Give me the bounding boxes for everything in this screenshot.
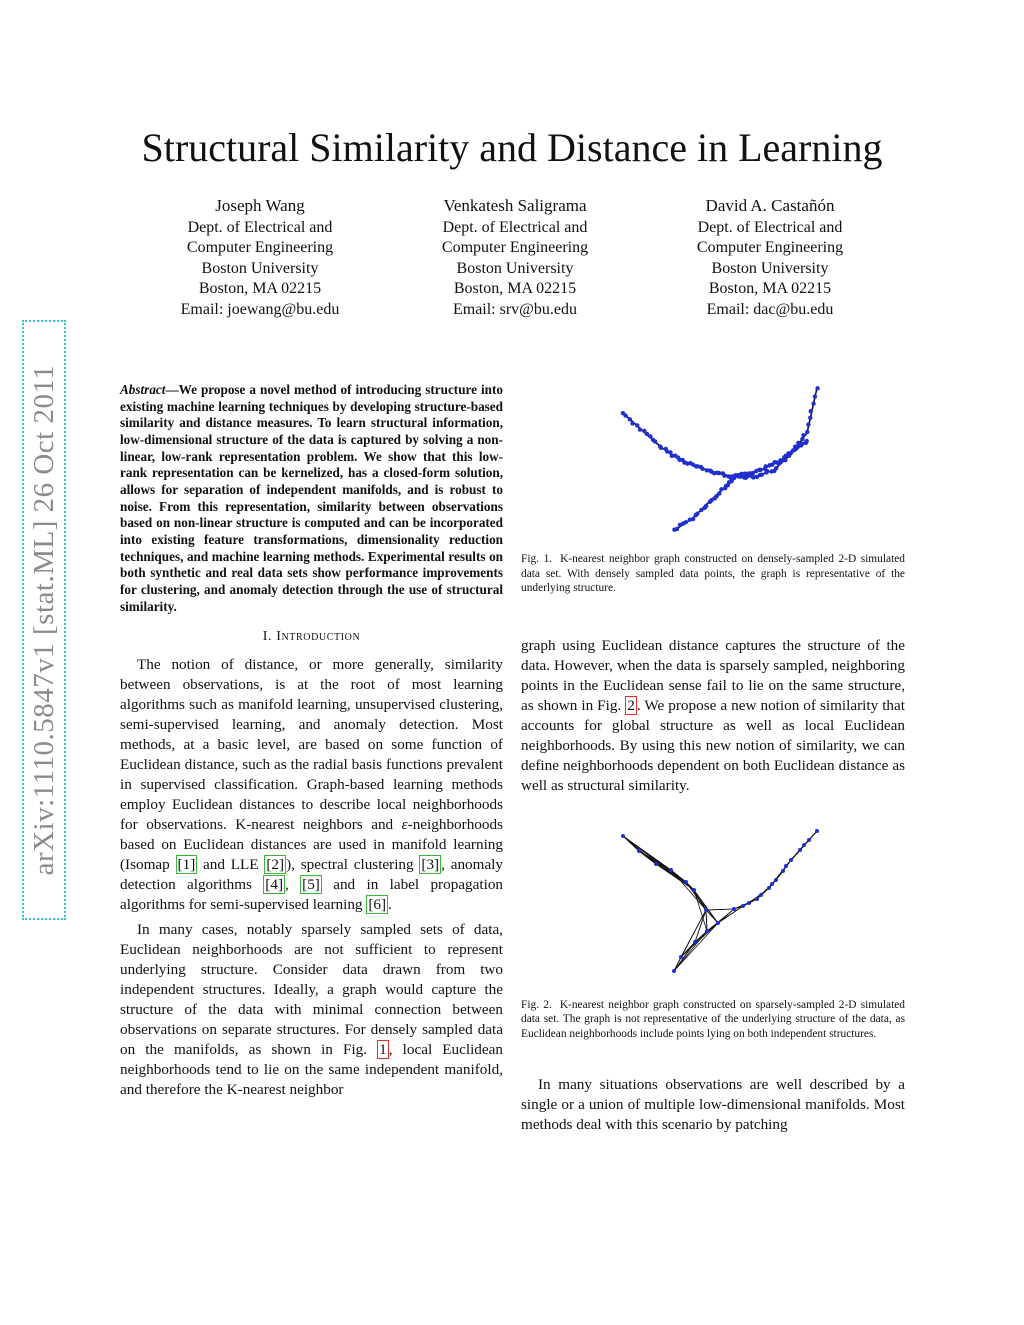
left-column [120, 382, 503, 1105]
graph-edge [656, 864, 694, 890]
data-point [675, 527, 679, 531]
citation-link[interactable]: [1] [177, 856, 196, 874]
graph-edge [804, 831, 817, 845]
data-point [815, 829, 819, 833]
data-point [784, 864, 788, 868]
data-point [778, 458, 782, 462]
data-point [758, 468, 762, 472]
author-3 [660, 196, 880, 321]
data-point [700, 467, 704, 471]
data-point [781, 869, 785, 873]
right-paragraph-2: In many situations observations are well described by a single or a union of multiple low-dimensional manifolds. Most methods deal with this scenario by patching [521, 1076, 905, 1133]
graph-edge [674, 931, 707, 971]
manifold-curve-1-edges [623, 388, 817, 477]
data-point [800, 437, 804, 441]
author-dept: Computer Engineering [696, 239, 844, 257]
figure-1-caption: Fig. 1. K-nearest neighbor graph constructed on densely-sampled 2-D simulated data set. With densely sampled data points, the graph is representative of the underlying structure. [521, 553, 905, 594]
intro-paragraph-2: In many cases, notably sparsely sampled sets of data, Euclidean neighborhoods are not sufficient to represent underlying structure. Consider data drawn from two independent structures. Ideally, a graph would capture the structure of the data with minimal connection between observations on separate structures. For densely sampled data on the manifolds, as shown in Fig. 1 , local Euclidean neighborhoods tend to lie on the same independent manifold, and therefore the K-nearest neighbor [120, 921, 503, 1099]
author-block [150, 196, 880, 321]
graph-edge [772, 866, 786, 884]
data-point [759, 893, 763, 897]
data-point [648, 434, 652, 438]
abstract-label: Abstract [120, 382, 166, 397]
data-point [788, 451, 792, 455]
author-city: Boston, MA 02215 [453, 280, 577, 298]
data-point [691, 517, 695, 521]
right-column [521, 382, 905, 1140]
data-point [684, 880, 688, 884]
author-email: Email: dac@bu.edu [706, 300, 834, 318]
data-point [741, 904, 745, 908]
data-point [693, 940, 697, 944]
data-point [747, 901, 751, 905]
author-dept: Computer Engineering [441, 239, 589, 257]
data-point [807, 838, 811, 842]
data-point [637, 849, 641, 853]
data-point [760, 473, 764, 477]
citation-link[interactable]: [5] [302, 876, 320, 894]
data-point [654, 862, 658, 866]
figure-2-plot [521, 826, 905, 986]
data-point [732, 907, 736, 911]
graph-edge [718, 906, 743, 923]
data-point [800, 442, 804, 446]
author-city: Boston, MA 02215 [708, 280, 832, 298]
author-2 [405, 196, 625, 321]
figure-ref-link[interactable]: 1 [379, 1041, 387, 1059]
author-email: Email: joewang@bu.edu [180, 300, 340, 318]
data-point [695, 511, 699, 515]
arxiv-stamp [22, 320, 66, 920]
author-university: Boston University [456, 259, 574, 277]
data-point [717, 491, 721, 495]
data-point [719, 487, 723, 491]
data-point [806, 422, 810, 426]
data-point [774, 466, 778, 470]
data-point [813, 394, 817, 398]
data-point [774, 878, 778, 882]
data-point [798, 848, 802, 852]
graph-edge [694, 890, 706, 910]
data-point [801, 433, 805, 437]
figure-2-points [621, 829, 819, 973]
data-point [763, 464, 767, 468]
author-university: Boston University [201, 259, 319, 277]
graph-edge [671, 870, 694, 890]
graph-edge [674, 923, 718, 971]
data-point [704, 504, 708, 508]
data-point [802, 843, 806, 847]
figure-2-edges [623, 831, 817, 971]
citation-link[interactable]: [6] [368, 896, 387, 914]
section-heading: I. Introduction [262, 629, 361, 645]
data-point [659, 446, 663, 450]
figure-ref-link[interactable]: 2 [627, 696, 635, 714]
data-point [621, 834, 625, 838]
data-point [805, 439, 809, 443]
author-1 [150, 196, 370, 321]
data-point [767, 886, 771, 890]
data-point [692, 888, 696, 892]
data-point [705, 929, 709, 933]
citation-link[interactable]: [4] [265, 876, 284, 894]
data-point [638, 427, 642, 431]
data-point [684, 520, 688, 524]
data-point [770, 882, 774, 886]
figure-1-label: Fig. 1. [521, 553, 553, 565]
abstract-text: —We propose a novel method of introducing structure into existing machine learning techniques by developing structure-based similarity and distance measures. To learn structural information, low-dimensional structure of the data is captured by solving a non-linear, low-rank representation problem. We show that this low-rank representation can be kernelized, has a closed-form solution, allows for separation of independent manifolds, and is robust to noise. From this representation, similarity between observations based on non-linear structure is computed and can be incorporated into existing feature transformations, dimensionality reduction techniques, and machine learning methods. Experimental results on both synthetic and real data sets show performance improvements for clustering, and anomaly detection through the use of structural similarity. [120, 382, 503, 614]
data-point [755, 897, 759, 901]
right-paragraph-1: graph using Euclidean distance captures the structure of the data. However, when the data is sparsely sampled, neighboring points in the Euclidean sense fail to lie on the same structure, as shown in Fig. 2 . We propose a new notion of similarity that accounts for global structure as well as local Euclidean neighborhoods. By using this new notion of similarity, we can define neighborhoods dependent on both Euclidean distance as well as structural similarity. [521, 636, 905, 794]
section-title: Introduction [276, 629, 361, 645]
figure-1-plot [521, 382, 905, 540]
data-point [630, 421, 634, 425]
data-point [805, 430, 809, 434]
citation-link[interactable]: [2] [266, 856, 285, 874]
citation-link[interactable]: [3] [421, 856, 440, 874]
author-name: David A. Castañón [705, 196, 835, 215]
intro-paragraph-1: The notion of distance, or more generally, similarity between observations, is at the root of most learning algorithms such as manifold learning, unsupervised clustering, semi-supervised learning, and anomaly detection. Most methods, at a basic level, are based on some function of Euclidean distance, such as the radial basis functions prevalent in supervised classification. Graph-based learning methods employ Euclidean distances to describe local neighborhoods for observations. K-nearest neighbors and ε-neighborhoods based on Euclidean distances are used in manifold learning (Isomap [1] and LLE [2] ), spectral clustering [3] , anomaly detection algorithms [4] , [5] and in label propagation algorithms for semi-supervised learning [6] . [120, 656, 504, 914]
author-name: Joseph Wang [215, 196, 305, 215]
author-dept: Dept. of Electrical and [442, 218, 588, 236]
data-point [789, 858, 793, 862]
data-point [722, 473, 726, 477]
data-point [811, 401, 815, 405]
author-dept: Computer Engineering [186, 239, 334, 257]
author-name: Venkatesh Saligrama [443, 196, 587, 215]
figure-1-points [621, 386, 820, 532]
graph-edge [706, 910, 718, 923]
data-point [653, 439, 657, 443]
paper-title: Structural Similarity and Distance in Learning [141, 125, 883, 170]
data-point [809, 409, 813, 413]
data-point [815, 386, 819, 390]
data-point [704, 908, 708, 912]
data-point [717, 471, 721, 475]
data-point [716, 921, 720, 925]
figure-2-caption: Fig. 2. K-nearest neighbor graph constructed on sparsely-sampled 2-D simulated data set. The graph is not representative of the underlying structure of the data, as Euclidean neighborhoods include points lying on both independent structures. [521, 998, 906, 1040]
data-point [672, 969, 676, 973]
data-point [679, 955, 683, 959]
author-dept: Dept. of Electrical and [697, 218, 843, 236]
abstract [120, 382, 503, 615]
data-point [808, 416, 812, 420]
graph-edge [639, 851, 671, 870]
graph-edge [674, 910, 706, 971]
data-point [628, 417, 632, 421]
graph-edge [706, 909, 734, 910]
author-dept: Dept. of Electrical and [187, 218, 333, 236]
arxiv-identifier: arXiv:1110.5847v1 [stat.ML] 26 Oct 2011 [22, 320, 66, 920]
data-point [635, 423, 639, 427]
data-point [775, 460, 779, 464]
author-email: Email: srv@bu.edu [452, 300, 578, 318]
data-point [669, 868, 673, 872]
figure-2-label: Fig. 2. [521, 998, 552, 1011]
graph-edge [786, 845, 804, 866]
author-city: Boston, MA 02215 [198, 280, 322, 298]
data-point [623, 413, 627, 417]
author-university: Boston University [711, 259, 829, 277]
